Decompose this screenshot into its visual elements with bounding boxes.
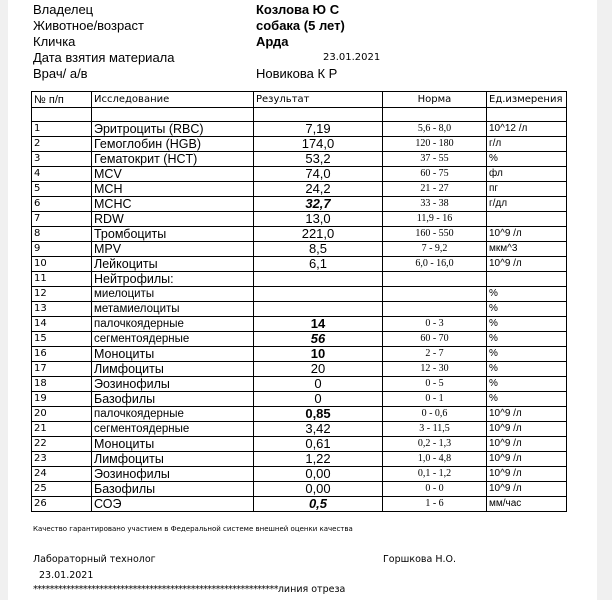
row-unit: мм/час <box>487 497 567 512</box>
table-row <box>32 257 567 272</box>
row-norm: 0 - 5 <box>383 377 487 392</box>
table-row <box>32 467 567 482</box>
table-row <box>32 317 567 332</box>
row-unit: мкм^3 <box>487 242 567 257</box>
row-test-name: Моноциты <box>92 437 254 452</box>
table-row <box>32 422 567 437</box>
table-row <box>32 122 567 137</box>
row-unit: % <box>487 287 567 302</box>
row-test-name: Нейтрофилы: <box>92 272 254 287</box>
row-num: 9 <box>32 242 92 257</box>
pet-name-label: Кличка <box>33 34 76 49</box>
header-norm: Норма <box>383 92 487 108</box>
header-unit: Ед.измерения <box>487 92 567 108</box>
row-test-name: Тромбоциты <box>92 227 254 242</box>
row-norm: 60 - 70 <box>383 332 487 347</box>
row-test-name: Эозинофилы <box>92 467 254 482</box>
row-num: 6 <box>32 197 92 212</box>
row-result <box>254 287 383 302</box>
row-norm: 1,0 - 4,8 <box>383 452 487 467</box>
row-test-name: Лимфоциты <box>92 452 254 467</box>
row-unit: 10^9 /л <box>487 257 567 272</box>
row-result: 1,22 <box>254 452 383 467</box>
row-norm: 3 - 11,5 <box>383 422 487 437</box>
row-unit: 10^9 /л <box>487 482 567 497</box>
row-result: 56 <box>254 332 383 347</box>
row-num: 23 <box>32 452 92 467</box>
row-result: 8,5 <box>254 242 383 257</box>
spacer-cell <box>254 108 383 122</box>
table-row <box>32 272 567 287</box>
results-table <box>31 91 567 512</box>
row-unit: % <box>487 392 567 407</box>
pet-name-value: Арда <box>256 34 289 49</box>
row-test-name: Эритроциты (RBC) <box>92 122 254 137</box>
row-result: 6,1 <box>254 257 383 272</box>
row-norm: 12 - 30 <box>383 362 487 377</box>
row-unit: г/дл <box>487 197 567 212</box>
row-unit: % <box>487 317 567 332</box>
row-num: 21 <box>32 422 92 437</box>
row-test-name: метамиелоциты <box>92 302 254 317</box>
owner-value: Козлова Ю С <box>256 2 340 17</box>
row-norm: 60 - 75 <box>383 167 487 182</box>
doctor-row <box>33 66 573 82</box>
signer-role: Лабораторный технолог <box>33 554 156 565</box>
table-row <box>32 407 567 422</box>
row-norm: 21 - 27 <box>383 182 487 197</box>
row-test-name: MPV <box>92 242 254 257</box>
table-row <box>32 362 567 377</box>
row-unit: % <box>487 347 567 362</box>
header-num: № п/п <box>32 92 92 108</box>
row-norm: 160 - 550 <box>383 227 487 242</box>
row-num: 11 <box>32 272 92 287</box>
patient-info <box>33 2 573 82</box>
row-num: 10 <box>32 257 92 272</box>
row-unit: % <box>487 362 567 377</box>
row-norm: 37 - 55 <box>383 152 487 167</box>
row-unit: 10^9 /л <box>487 437 567 452</box>
row-test-name: MCV <box>92 167 254 182</box>
table-row <box>32 332 567 347</box>
header-result: Результат <box>254 92 383 108</box>
row-norm: 11,9 - 16 <box>383 212 487 227</box>
row-norm: 0 - 3 <box>383 317 487 332</box>
doctor-value: Новикова К Р <box>256 66 338 81</box>
cut-line <box>33 584 345 595</box>
table-row <box>32 377 567 392</box>
row-unit: 10^9 /л <box>487 467 567 482</box>
row-result: 0 <box>254 392 383 407</box>
row-unit: % <box>487 377 567 392</box>
row-test-name: палочкоядерные <box>92 407 254 422</box>
row-result: 13,0 <box>254 212 383 227</box>
row-num: 2 <box>32 137 92 152</box>
row-result: 20 <box>254 362 383 377</box>
row-unit <box>487 212 567 227</box>
row-test-name: СОЭ <box>92 497 254 512</box>
row-norm <box>383 287 487 302</box>
row-num: 15 <box>32 332 92 347</box>
row-num: 19 <box>32 392 92 407</box>
row-result: 14 <box>254 317 383 332</box>
row-num: 7 <box>32 212 92 227</box>
row-num: 14 <box>32 317 92 332</box>
table-row <box>32 242 567 257</box>
animal-row <box>33 18 573 34</box>
sign-date: 23.01.2021 <box>39 570 94 581</box>
row-norm <box>383 302 487 317</box>
row-test-name: Базофилы <box>92 482 254 497</box>
spacer-cell <box>487 108 567 122</box>
row-unit: % <box>487 152 567 167</box>
row-norm: 33 - 38 <box>383 197 487 212</box>
owner-label: Владелец <box>33 2 94 17</box>
table-row <box>32 437 567 452</box>
row-num: 26 <box>32 497 92 512</box>
row-result: 0 <box>254 377 383 392</box>
row-test-name: Лейкоциты <box>92 257 254 272</box>
doctor-label: Врач/ а/в <box>33 66 88 81</box>
sample-date-value: 23.01.2021 <box>323 52 381 63</box>
row-unit: 10^9 /л <box>487 227 567 242</box>
row-result: 174,0 <box>254 137 383 152</box>
row-result: 10 <box>254 347 383 362</box>
cut-stars: *********************************************************** <box>33 584 278 595</box>
row-num: 22 <box>32 437 92 452</box>
row-norm: 7 - 9,2 <box>383 242 487 257</box>
row-norm: 1 - 6 <box>383 497 487 512</box>
row-result: 0,5 <box>254 497 383 512</box>
row-result: 7,19 <box>254 122 383 137</box>
table-row <box>32 197 567 212</box>
row-result: 0,00 <box>254 482 383 497</box>
row-result: 0,61 <box>254 437 383 452</box>
row-num: 20 <box>32 407 92 422</box>
pet-name-row <box>33 34 573 50</box>
row-norm: 5,6 - 8,0 <box>383 122 487 137</box>
cut-label: линия отреза <box>277 584 346 595</box>
row-num: 13 <box>32 302 92 317</box>
sample-date-label: Дата взятия материала <box>33 50 175 65</box>
row-num: 16 <box>32 347 92 362</box>
row-unit: 10^12 /л <box>487 122 567 137</box>
row-result: 53,2 <box>254 152 383 167</box>
row-test-name: миелоциты <box>92 287 254 302</box>
row-num: 18 <box>32 377 92 392</box>
row-test-name: Гематокрит (HCT) <box>92 152 254 167</box>
row-num: 4 <box>32 167 92 182</box>
row-norm: 0 - 1 <box>383 392 487 407</box>
table-spacer-row <box>32 108 567 122</box>
row-test-name: Базофилы <box>92 392 254 407</box>
row-result: 74,0 <box>254 167 383 182</box>
spacer-cell <box>383 108 487 122</box>
row-result: 32,7 <box>254 197 383 212</box>
row-result: 0,00 <box>254 467 383 482</box>
row-norm: 0,2 - 1,3 <box>383 437 487 452</box>
row-test-name: Лимфоциты <box>92 362 254 377</box>
row-num: 24 <box>32 467 92 482</box>
row-test-name: Моноциты <box>92 347 254 362</box>
table-row <box>32 152 567 167</box>
table-row <box>32 212 567 227</box>
animal-label: Животное/возраст <box>33 18 144 33</box>
row-norm <box>383 272 487 287</box>
row-unit: % <box>487 302 567 317</box>
row-unit: фл <box>487 167 567 182</box>
table-row <box>32 227 567 242</box>
row-num: 8 <box>32 227 92 242</box>
animal-value: собака (5 лет) <box>256 18 345 33</box>
table-row <box>32 182 567 197</box>
row-unit: г/л <box>487 137 567 152</box>
row-num: 5 <box>32 182 92 197</box>
table-row <box>32 137 567 152</box>
table-row <box>32 287 567 302</box>
row-norm: 2 - 7 <box>383 347 487 362</box>
quality-note: Качество гарантировано участием в Федеральной системе внешней оценки качества <box>33 525 353 533</box>
row-unit <box>487 272 567 287</box>
row-norm: 120 - 180 <box>383 137 487 152</box>
signer-name: Горшкова Н.О. <box>383 554 456 565</box>
spacer-cell <box>92 108 254 122</box>
table-row <box>32 452 567 467</box>
row-norm: 0 - 0 <box>383 482 487 497</box>
row-unit: % <box>487 332 567 347</box>
sample-date-row <box>33 50 573 66</box>
row-test-name: Гемоглобин (HGB) <box>92 137 254 152</box>
spacer-cell <box>32 108 92 122</box>
table-row <box>32 302 567 317</box>
table-row <box>32 497 567 512</box>
row-num: 17 <box>32 362 92 377</box>
row-test-name: MCHC <box>92 197 254 212</box>
row-norm: 6,0 - 16,0 <box>383 257 487 272</box>
row-unit: 10^9 /л <box>487 452 567 467</box>
table-header-row <box>32 92 567 108</box>
row-result <box>254 302 383 317</box>
header-test: Исследование <box>92 92 254 108</box>
row-test-name: MCH <box>92 182 254 197</box>
row-test-name: сегментоядерные <box>92 332 254 347</box>
row-num: 1 <box>32 122 92 137</box>
row-result: 0,85 <box>254 407 383 422</box>
row-test-name: RDW <box>92 212 254 227</box>
table-row <box>32 167 567 182</box>
owner-row <box>33 2 573 18</box>
row-result <box>254 272 383 287</box>
row-unit: 10^9 /л <box>487 407 567 422</box>
table-row <box>32 347 567 362</box>
row-test-name: палочкоядерные <box>92 317 254 332</box>
row-norm: 0 - 0,6 <box>383 407 487 422</box>
row-num: 3 <box>32 152 92 167</box>
row-result: 221,0 <box>254 227 383 242</box>
row-norm: 0,1 - 1,2 <box>383 467 487 482</box>
row-result: 3,42 <box>254 422 383 437</box>
row-unit: пг <box>487 182 567 197</box>
row-test-name: сегментоядерные <box>92 422 254 437</box>
row-num: 12 <box>32 287 92 302</box>
row-result: 24,2 <box>254 182 383 197</box>
row-num: 25 <box>32 482 92 497</box>
row-test-name: Эозинофилы <box>92 377 254 392</box>
row-unit: 10^9 /л <box>487 422 567 437</box>
lab-report-page <box>8 0 597 600</box>
table-row <box>32 392 567 407</box>
table-row <box>32 482 567 497</box>
